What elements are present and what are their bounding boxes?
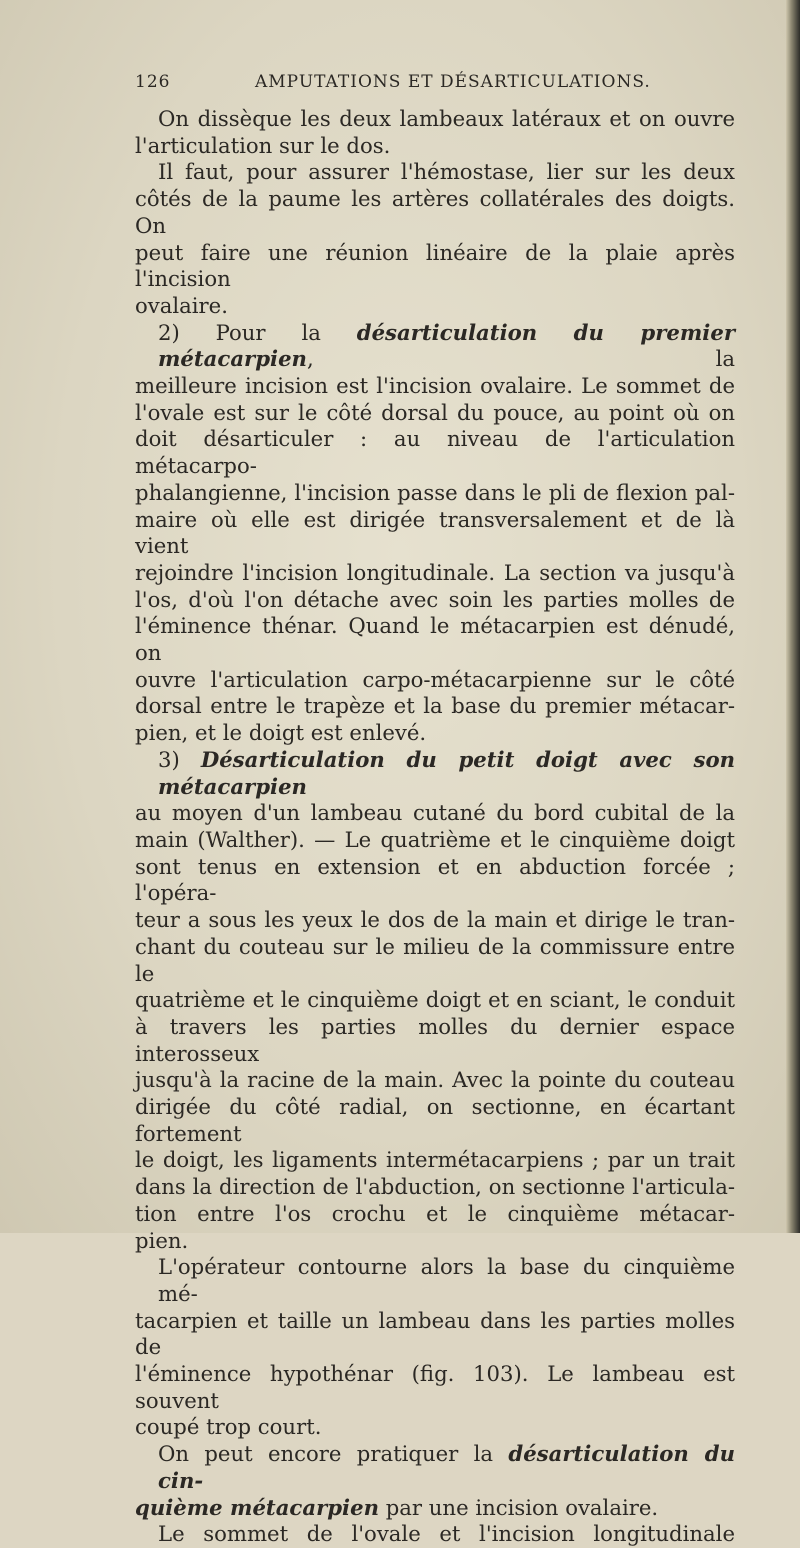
- text-line: L'opérateur contourne alors la base du cinquième mé-: [158, 1254, 735, 1306]
- text-fragment: par une incision ovalaire.: [378, 1494, 659, 1520]
- text-line: On dissèque les deux lambeaux latéraux et on ouvre: [158, 106, 735, 131]
- text-line: peut faire une réunion linéaire de la plaie après l'incision: [135, 239, 735, 292]
- text-line: dans la direction de l'abduction, on sectionne l'articula-: [135, 1174, 735, 1200]
- text-line: Il faut, pour assurer l'hémostase, lier sur les deux: [158, 159, 735, 185]
- paragraph: [135, 1441, 735, 1521]
- text-line: pien.: [135, 1227, 189, 1253]
- body-text: [135, 106, 735, 1548]
- text-line: [135, 1441, 735, 1494]
- text-line: phalangienne, l'incision passe dans le pli de flexion pal-: [135, 479, 735, 505]
- running-title: AMPUTATIONS ET DÉSARTICULATIONS.: [255, 72, 651, 92]
- text-fragment: On peut encore pratiquer la: [158, 1441, 509, 1467]
- text-line: l'articulation sur le dos.: [135, 132, 391, 158]
- text-line: côtés de la paume les artères collatérales des doigts. On: [135, 186, 735, 238]
- text-line: chant du couteau sur le milieu de la commissure entre le: [135, 933, 735, 986]
- text-line: le doigt, les ligaments intermétacarpiens ; par un trait: [135, 1147, 735, 1173]
- text-line: tacarpien et taille un lambeau dans les parties molles de: [135, 1307, 735, 1360]
- text-line: ovalaire.: [135, 292, 228, 318]
- paragraph: [135, 159, 735, 319]
- text-line: dirigée du côté radial, on sectionne, en écartant fortement: [135, 1094, 735, 1146]
- text-line: l'os, d'où l'on détache avec soin les parties molles de: [135, 586, 735, 612]
- paragraph: [135, 106, 735, 159]
- paragraph: [135, 1254, 735, 1441]
- text-fragment: 3): [158, 746, 201, 772]
- text-line: doit désarticuler : au niveau de l'articulation métacarpo-: [135, 426, 735, 479]
- text-line: meilleure incision est l'incision ovalaire. Le sommet de: [135, 373, 735, 399]
- page-number: 126: [135, 72, 171, 92]
- paragraph: [135, 320, 735, 747]
- text-line: jusqu'à la racine de la main. Avec la pointe du couteau: [135, 1067, 735, 1093]
- italic-term: Désarticulation du petit doigt avec son métacarpien: [158, 746, 735, 799]
- text-fragment: 2) Pour la: [158, 319, 357, 345]
- italic-term: désarticulation du premier métacarpien: [158, 319, 735, 372]
- text-line: dorsal entre le trapèze et la base du premier métacar-: [135, 693, 735, 719]
- text-line: sont tenus en extension et en abduction forcée ; l'opéra-: [135, 853, 735, 906]
- text-line: coupé trop court.: [135, 1414, 322, 1440]
- text-line: ouvre l'articulation carpo-métacarpienne sur le côté: [135, 666, 735, 692]
- text-line: main (Walther). — Le quatrième et le cinquième doigt: [135, 826, 735, 852]
- text-line: [135, 747, 735, 800]
- page-edge-shadow: [786, 0, 800, 1233]
- text-line: maire où elle est dirigée transversalement et de là vient: [135, 506, 735, 559]
- italic-term: quième métacarpien: [135, 1494, 379, 1520]
- text-line: teur a sous les yeux le dos de la main et dirige le tran-: [135, 907, 735, 933]
- text-line: l'éminence hypothénar (fig. 103). Le lambeau est souvent: [135, 1361, 735, 1413]
- paragraph: [135, 747, 735, 1254]
- text-line: [135, 320, 735, 373]
- text-line: Le sommet de l'ovale et l'incision longitudinale: [158, 1521, 735, 1547]
- paragraph: [135, 1521, 735, 1548]
- text-line: rejoindre l'incision longitudinale. La section va jusqu'à: [135, 559, 735, 585]
- text-line: tion entre l'os crochu et le cinquième métacar-: [135, 1200, 735, 1226]
- text-line: au moyen d'un lambeau cutané du bord cubital de la: [135, 800, 735, 826]
- text-line: [135, 1495, 735, 1522]
- text-line: à travers les parties molles du dernier espace interosseux: [135, 1013, 735, 1066]
- text-line: pien, et le doigt est enlevé.: [135, 720, 427, 746]
- text-line: l'éminence thénar. Quand le métacarpien est dénudé, on: [135, 613, 735, 666]
- text-line: l'ovale est sur le côté dorsal du pouce, au point où on: [135, 399, 735, 425]
- italic-term: désarticulation du cin-: [158, 1441, 736, 1493]
- text-line: quatrième et le cinquième doigt et en sciant, le conduit: [135, 987, 735, 1013]
- text-fragment: , la: [306, 346, 735, 372]
- running-header: [135, 72, 735, 98]
